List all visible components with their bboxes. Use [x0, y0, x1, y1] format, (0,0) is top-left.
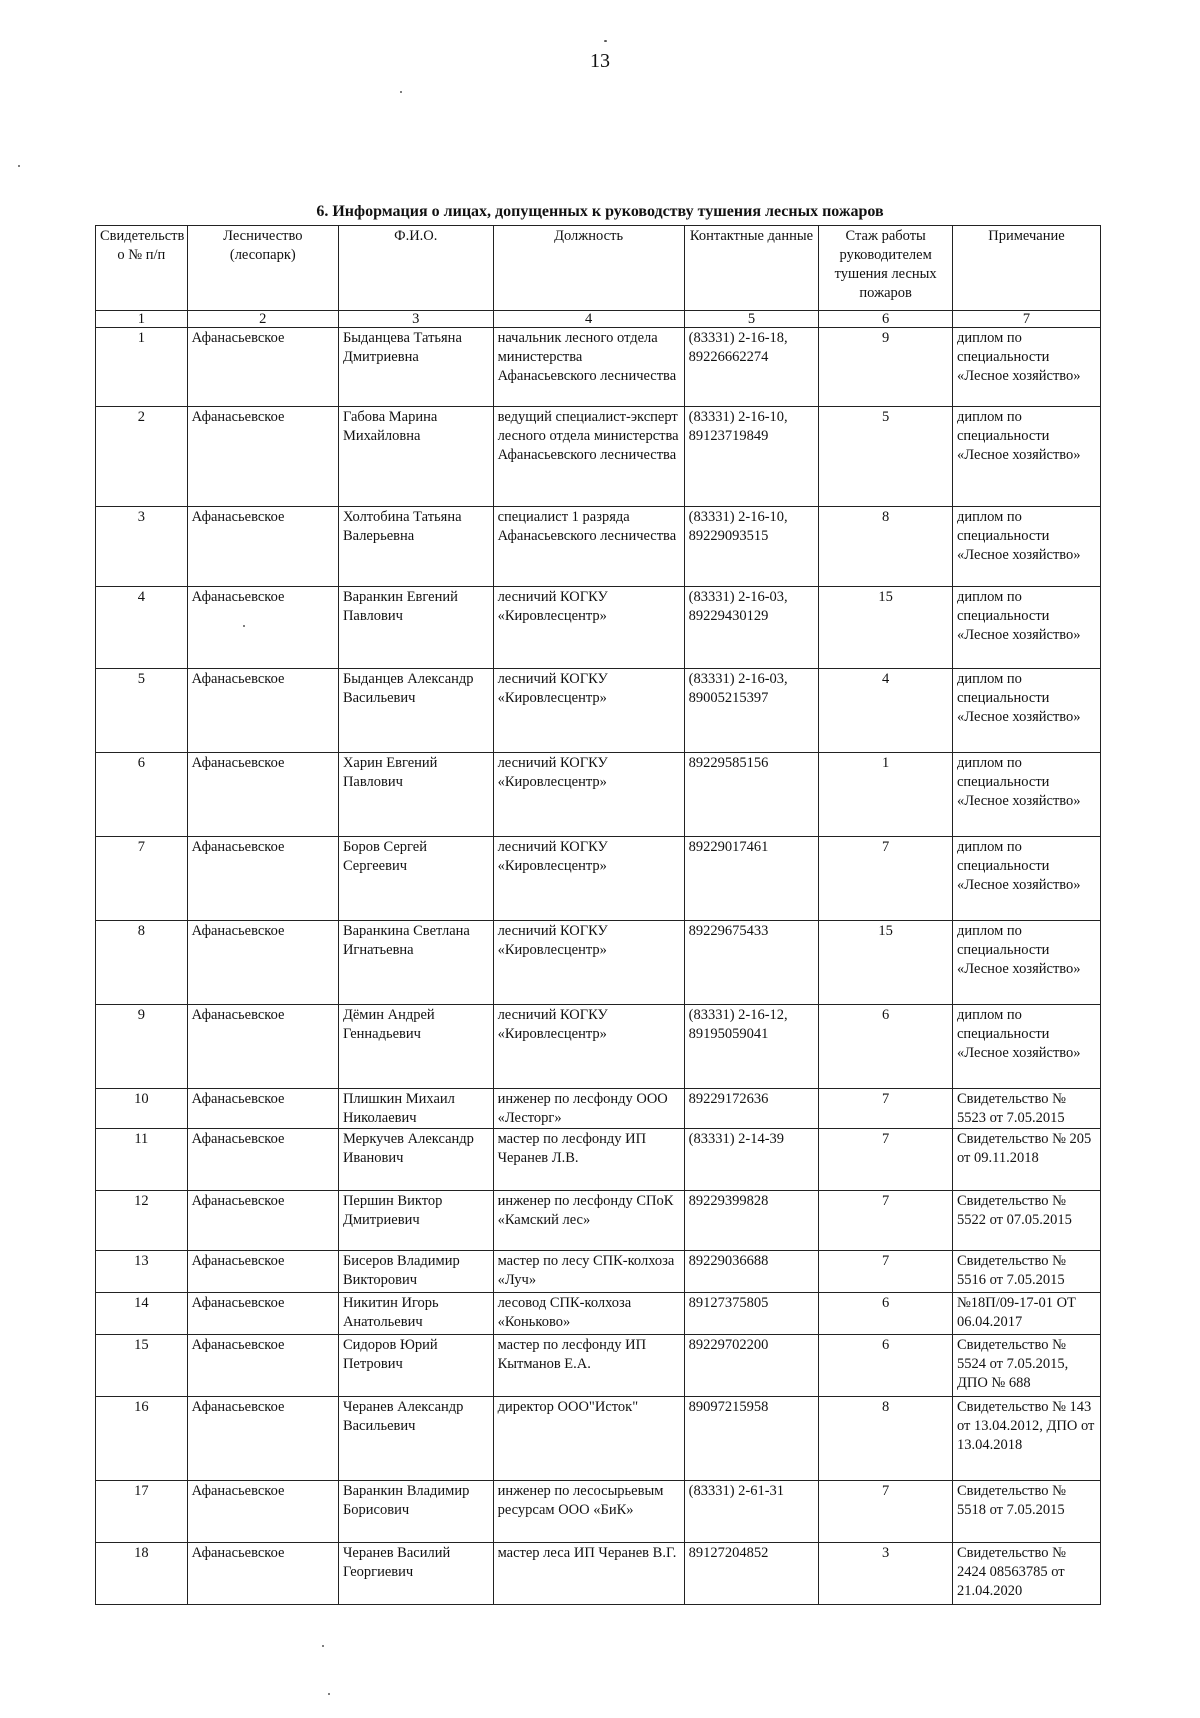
experience-cell: 8: [819, 507, 953, 587]
contacts-cell: 89229036688: [684, 1251, 819, 1293]
forestry-cell: Афанасьевское: [187, 1481, 338, 1543]
note-cell: диплом по специальности «Лесное хозяйство»: [952, 328, 1100, 407]
row-number: 4: [96, 587, 188, 669]
scan-speck: [322, 1645, 324, 1647]
forestry-cell: Афанасьевское: [187, 1191, 338, 1251]
col-header-number: Свидетельств о № п/п: [96, 226, 188, 311]
experience-cell: 1: [819, 753, 953, 837]
scan-speck: [604, 40, 607, 42]
col-header-note: Примечание: [952, 226, 1100, 311]
row-number: 12: [96, 1191, 188, 1251]
experience-cell: 6: [819, 1335, 953, 1397]
note-cell: Свидетельство № 5516 от 7.05.2015: [952, 1251, 1100, 1293]
contacts-cell: (83331) 2-61-31: [684, 1481, 819, 1543]
col-header-name: Ф.И.О.: [338, 226, 493, 311]
position-cell: ведущий специалист-эксперт лесного отдела министерства Афанасьевского лесничества: [493, 407, 684, 507]
contacts-cell: 89229702200: [684, 1335, 819, 1397]
note-cell: диплом по специальности «Лесное хозяйство»: [952, 507, 1100, 587]
page-number: 13: [590, 50, 610, 72]
contacts-cell: 89229172636: [684, 1089, 819, 1129]
row-number: 5: [96, 669, 188, 753]
contacts-cell: (83331) 2-16-03, 89005215397: [684, 669, 819, 753]
note-cell: диплом по специальности «Лесное хозяйство»: [952, 837, 1100, 921]
note-cell: Свидетельство № 5522 от 07.05.2015: [952, 1191, 1100, 1251]
note-cell: Свидетельство № 2424 08563785 от 21.04.2020: [952, 1543, 1100, 1605]
table-row: [96, 1089, 1101, 1129]
row-number: 2: [96, 407, 188, 507]
note-cell: диплом по специальности «Лесное хозяйство»: [952, 587, 1100, 669]
row-number: 17: [96, 1481, 188, 1543]
position-cell: лесничий КОГКУ «Кировлесцентр»: [493, 921, 684, 1005]
experience-cell: 6: [819, 1005, 953, 1089]
position-cell: начальник лесного отдела министерства Афанасьевского лесничества: [493, 328, 684, 407]
contacts-cell: (83331) 2-14-39: [684, 1129, 819, 1191]
table-row: [96, 1251, 1101, 1293]
scan-speck: [328, 1693, 330, 1695]
note-cell: диплом по специальности «Лесное хозяйство»: [952, 921, 1100, 1005]
forestry-cell: Афанасьевское: [187, 837, 338, 921]
forestry-cell: Афанасьевское: [187, 1293, 338, 1335]
header-row: [96, 226, 1101, 311]
column-number: 3: [338, 311, 493, 328]
contacts-cell: 89097215958: [684, 1397, 819, 1481]
table-row: [96, 921, 1101, 1005]
column-number: 1: [96, 311, 188, 328]
table-header: [96, 226, 1101, 328]
contacts-cell: 89229399828: [684, 1191, 819, 1251]
forestry-cell: Афанасьевское: [187, 1089, 338, 1129]
note-cell: диплом по специальности «Лесное хозяйство»: [952, 753, 1100, 837]
name-cell: Черанев Александр Васильевич: [338, 1397, 493, 1481]
name-cell: Харин Евгений Павлович: [338, 753, 493, 837]
position-cell: лесовод СПК-колхоза «Коньково»: [493, 1293, 684, 1335]
column-number: 6: [819, 311, 953, 328]
col-header-forestry: Лесничество (лесопарк): [187, 226, 338, 311]
name-cell: Бисеров Владимир Викторович: [338, 1251, 493, 1293]
position-cell: лесничий КОГКУ «Кировлесцентр»: [493, 1005, 684, 1089]
experience-cell: 4: [819, 669, 953, 753]
forestry-cell: Афанасьевское: [187, 921, 338, 1005]
table-row: [96, 1129, 1101, 1191]
name-cell: Боров Сергей Сергеевич: [338, 837, 493, 921]
name-cell: Быданцев Александр Васильевич: [338, 669, 493, 753]
position-cell: лесничий КОГКУ «Кировлесцентр»: [493, 753, 684, 837]
col-header-experience: Стаж работы руководителем тушения лесных пожаров: [819, 226, 953, 311]
row-number: 9: [96, 1005, 188, 1089]
note-cell: диплом по специальности «Лесное хозяйство»: [952, 669, 1100, 753]
forestry-cell: Афанасьевское: [187, 1251, 338, 1293]
contacts-cell: (83331) 2-16-12, 89195059041: [684, 1005, 819, 1089]
position-cell: мастер по лесфонду ИП Черанев Л.В.: [493, 1129, 684, 1191]
forestry-cell: Афанасьевское: [187, 753, 338, 837]
scan-speck: [18, 165, 20, 167]
table-row: [96, 1293, 1101, 1335]
table-row: [96, 407, 1101, 507]
experience-cell: 9: [819, 328, 953, 407]
name-cell: Варанкин Владимир Борисович: [338, 1481, 493, 1543]
column-number: 7: [952, 311, 1100, 328]
name-cell: Никитин Игорь Анатольевич: [338, 1293, 493, 1335]
scan-speck: [400, 91, 402, 93]
note-cell: №18П/09-17-01 ОТ 06.04.2017: [952, 1293, 1100, 1335]
position-cell: инженер по лесфонду ООО «Лесторг»: [493, 1089, 684, 1129]
forestry-cell: Афанасьевское: [187, 407, 338, 507]
position-cell: инженер по лесфонду СПоК «Камский лес»: [493, 1191, 684, 1251]
name-cell: Черанев Василий Георгиевич: [338, 1543, 493, 1605]
forestry-cell: Афанасьевское: [187, 669, 338, 753]
col-header-position: Должность: [493, 226, 684, 311]
name-cell: Сидоров Юрий Петрович: [338, 1335, 493, 1397]
forestry-cell: Афанасьевское: [187, 328, 338, 407]
contacts-cell: 89229675433: [684, 921, 819, 1005]
contacts-cell: 89229585156: [684, 753, 819, 837]
name-cell: Першин Виктор Дмитриевич: [338, 1191, 493, 1251]
forestry-cell: Афанасьевское: [187, 587, 338, 669]
note-cell: Свидетельство № 143 от 13.04.2012, ДПО от 13.04.2018: [952, 1397, 1100, 1481]
name-cell: Плишкин Михаил Николаевич: [338, 1089, 493, 1129]
name-cell: Меркучев Александр Иванович: [338, 1129, 493, 1191]
name-cell: Варанкина Светлана Игнатьевна: [338, 921, 493, 1005]
col-header-contacts: Контактные данные: [684, 226, 819, 311]
experience-cell: 15: [819, 587, 953, 669]
name-cell: Холтобина Татьяна Валерьевна: [338, 507, 493, 587]
experience-cell: 7: [819, 1191, 953, 1251]
forestry-cell: Афанасьевское: [187, 1005, 338, 1089]
position-cell: мастер леса ИП Черанев В.Г.: [493, 1543, 684, 1605]
contacts-cell: (83331) 2-16-03, 89229430129: [684, 587, 819, 669]
note-cell: Свидетельство № 205 от 09.11.2018: [952, 1129, 1100, 1191]
experience-cell: 7: [819, 837, 953, 921]
forestry-cell: Афанасьевское: [187, 1335, 338, 1397]
experience-cell: 7: [819, 1251, 953, 1293]
experience-cell: 7: [819, 1089, 953, 1129]
experience-cell: 5: [819, 407, 953, 507]
contacts-cell: 89229017461: [684, 837, 819, 921]
column-number-row: [96, 311, 1101, 328]
note-cell: Свидетельство № 5518 от 7.05.2015: [952, 1481, 1100, 1543]
row-number: 13: [96, 1251, 188, 1293]
table-row: [96, 837, 1101, 921]
experience-cell: 8: [819, 1397, 953, 1481]
table-row: [96, 1335, 1101, 1397]
forestry-cell: Афанасьевское: [187, 1543, 338, 1605]
table-row: [96, 753, 1101, 837]
forestry-cell: Афанасьевское: [187, 1397, 338, 1481]
position-cell: директор ООО"Исток": [493, 1397, 684, 1481]
row-number: 11: [96, 1129, 188, 1191]
column-number: 5: [684, 311, 819, 328]
position-cell: мастер по лесу СПК-колхоза «Луч»: [493, 1251, 684, 1293]
row-number: 15: [96, 1335, 188, 1397]
table-row: [96, 669, 1101, 753]
row-number: 16: [96, 1397, 188, 1481]
name-cell: Варанкин Евгений Павлович: [338, 587, 493, 669]
persons-table: [95, 225, 1101, 1605]
row-number: 3: [96, 507, 188, 587]
note-cell: диплом по специальности «Лесное хозяйство»: [952, 407, 1100, 507]
table-row: [96, 1543, 1101, 1605]
experience-cell: 3: [819, 1543, 953, 1605]
position-cell: специалист 1 разряда Афанасьевского лесничества: [493, 507, 684, 587]
experience-cell: 6: [819, 1293, 953, 1335]
position-cell: лесничий КОГКУ «Кировлесцентр»: [493, 587, 684, 669]
contacts-cell: 89127375805: [684, 1293, 819, 1335]
row-number: 1: [96, 328, 188, 407]
contacts-cell: (83331) 2-16-10, 89123719849: [684, 407, 819, 507]
scan-speck: [243, 625, 245, 627]
column-number: 2: [187, 311, 338, 328]
table-body: [96, 328, 1101, 1605]
column-number: 4: [493, 311, 684, 328]
contacts-cell: (83331) 2-16-10, 89229093515: [684, 507, 819, 587]
position-cell: лесничий КОГКУ «Кировлесцентр»: [493, 837, 684, 921]
table-row: [96, 1397, 1101, 1481]
experience-cell: 7: [819, 1129, 953, 1191]
table-title: 6. Информация о лицах, допущенных к руководству тушения лесных пожаров: [316, 203, 884, 220]
position-cell: инженер по лесосырьевым ресурсам ООО «БиК»: [493, 1481, 684, 1543]
name-cell: Дёмин Андрей Геннадьевич: [338, 1005, 493, 1089]
row-number: 18: [96, 1543, 188, 1605]
row-number: 14: [96, 1293, 188, 1335]
position-cell: мастер по лесфонду ИП Кытманов Е.А.: [493, 1335, 684, 1397]
experience-cell: 15: [819, 921, 953, 1005]
table-row: [96, 1005, 1101, 1089]
name-cell: Быданцева Татьяна Дмитриевна: [338, 328, 493, 407]
row-number: 8: [96, 921, 188, 1005]
experience-cell: 7: [819, 1481, 953, 1543]
table-row: [96, 328, 1101, 407]
forestry-cell: Афанасьевское: [187, 507, 338, 587]
forestry-cell: Афанасьевское: [187, 1129, 338, 1191]
contacts-cell: 89127204852: [684, 1543, 819, 1605]
row-number: 7: [96, 837, 188, 921]
position-cell: лесничий КОГКУ «Кировлесцентр»: [493, 669, 684, 753]
contacts-cell: (83331) 2-16-18, 89226662274: [684, 328, 819, 407]
note-cell: Свидетельство № 5524 от 7.05.2015, ДПО № 688: [952, 1335, 1100, 1397]
name-cell: Габова Марина Михайловна: [338, 407, 493, 507]
note-cell: диплом по специальности «Лесное хозяйство»: [952, 1005, 1100, 1089]
table-row: [96, 1191, 1101, 1251]
note-cell: Свидетельство № 5523 от 7.05.2015: [952, 1089, 1100, 1129]
table-row: [96, 587, 1101, 669]
row-number: 6: [96, 753, 188, 837]
table-row: [96, 1481, 1101, 1543]
row-number: 10: [96, 1089, 188, 1129]
table-row: [96, 507, 1101, 587]
